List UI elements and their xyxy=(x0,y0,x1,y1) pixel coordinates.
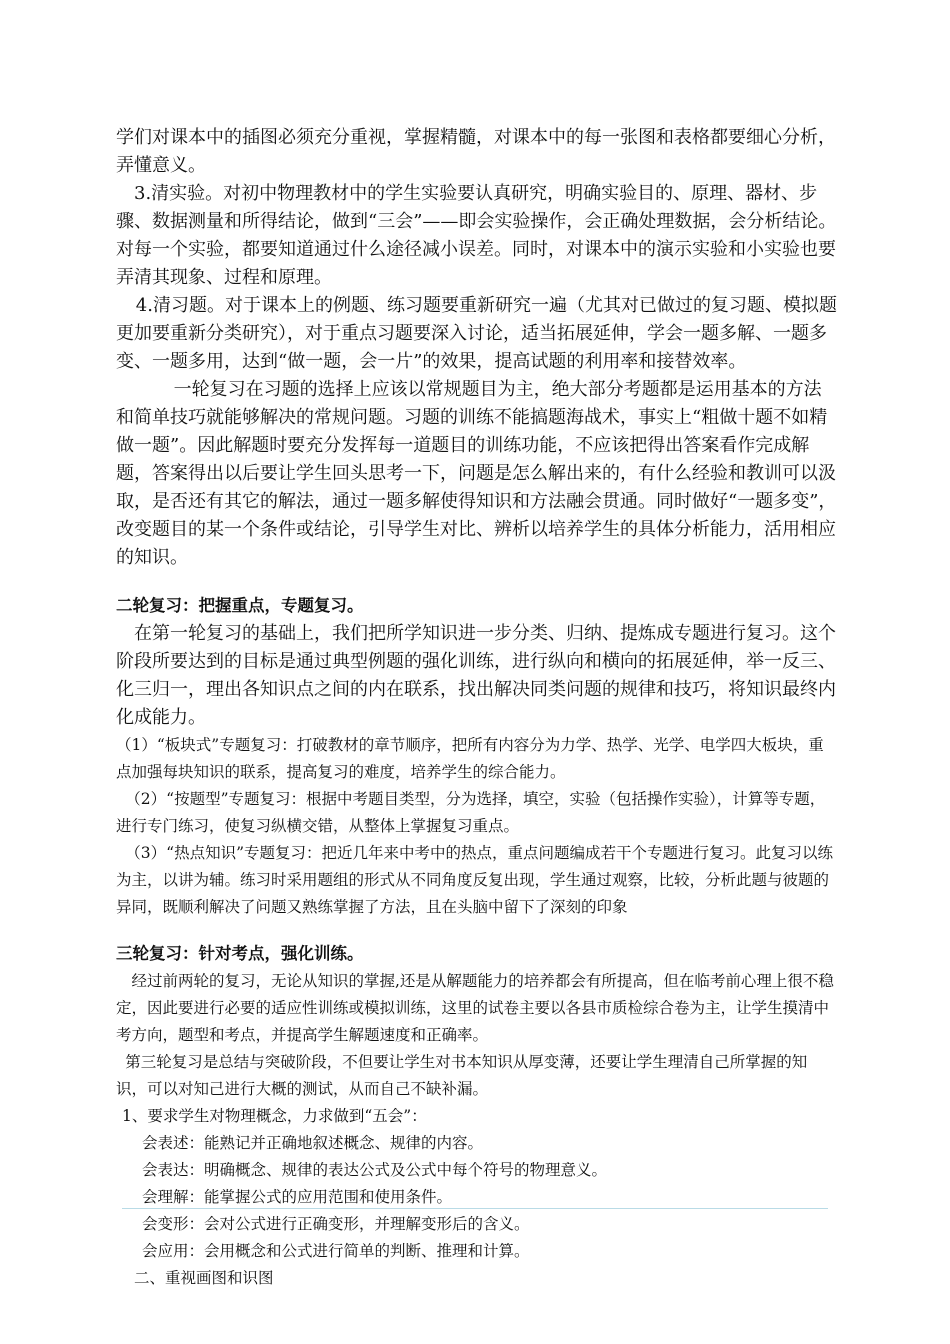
document-body xyxy=(116,124,838,1292)
list-item: 会变形：会对公式进行正确变形，并理解变形后的含义。 xyxy=(142,1215,530,1233)
paragraph-round-three-intro: 经过前两轮的复习，无论从知识的掌握,还是从解题能力的培养都会有所提高，但在临考前心理上很不稳定，因此要进行必要的适应性训练或模拟训练，这里的试卷主要以各县市质检综合卷为主，让学生摸清中考方向，题型和考点，并提高学生解题速度和正确率。 xyxy=(116,972,834,1044)
list-item: 会表述：能熟记并正确地叙述概念、规律的内容。 xyxy=(142,1134,484,1152)
paragraph-practice: 一轮复习在习题的选择上应该以常规题目为主，绝大部分考题都是运用基本的方法和简单技巧就能够解决的常规问题。习题的训练不能搞题海战术，事实上“粗做十题不如精做一题”。因此解题时要充分发挥每一道题目的训练功能，不应该把得出答案看作完成解题，答案得出以后要让学生回头思考一下，问题是怎么解出来的，有什么经验和教训可以汲取，是否还有其它的解法，通过一题多解使得知识和方法融会贯通。同时做好“一题多变”，改变题目的某一个条件或结论，引导学生对比、辨析以培养学生的具体分析能力，活用相应的知识。 xyxy=(116,379,837,568)
heading-round-two: 二轮复习：把握重点，专题复习。 xyxy=(116,596,364,615)
paragraph-round-two-intro: 在第一轮复习的基础上，我们把所学知识进一步分类、归纳、提炼成专题进行复习。这个阶段所要达到的目标是通过典型例题的强化训练，进行纵向和横向的拓展延伸，举一反三、化三归一，理出各知识点之间的内在联系，找出解决同类问题的规律和技巧，将知识最终内化成能力。 xyxy=(116,623,836,728)
list-item-block-review: （1）“板块式”专题复习：打破教材的章节顺序，把所有内容分为力学、热学、光学、电学四大板块，重点加强每块知识的联系，提高复习的难度，培养学生的综合能力。 xyxy=(116,736,824,781)
footer-divider xyxy=(122,1208,828,1209)
paragraph-illustrations: 学们对课本中的插图必须充分重视，掌握精髓，对课本中的每一张图和表格都要细心分析，弄懂意义。 xyxy=(116,127,836,176)
list-item: 会理解：能掌握公式的应用范围和使用条件。 xyxy=(142,1188,453,1206)
list-item: 会应用：会用概念和公式进行简单的判断、推理和计算。 xyxy=(142,1242,530,1260)
five-skills-list xyxy=(116,1103,838,1292)
paragraph-experiments: 3.清实验。对初中物理教材中的学生实验要认真研究，明确实验目的、原理、器材、步骤、数据测量和所得结论，做到“三会”——即会实验操作，会正确处理数据，会分析结论。对每一个实验，都要知道通过什么途径减小误差。同时，对课本中的演示实验和小实验也要弄清其现象、过程和原理。 xyxy=(116,183,837,288)
heading-round-three: 三轮复习：针对考点，强化训练。 xyxy=(116,944,364,963)
paragraph-round-three-summary: 第三轮复习是总结与突破阶段，不但要让学生对书本知识从厚变薄，还要让学生理清自己所掌握的知识，可以对知己进行大概的测试，从而自己不缺补漏。 xyxy=(116,1053,808,1098)
list-item-hotspot-review: （3）“热点知识”专题复习：把近几年来中考中的热点，重点问题编成若干个专题进行复习。此复习以练为主，以讲为辅。练习时采用题组的形式从不同角度反复出现，学生通过观察，比较，分析此题与彼题的异同，既顺利解决了问题又熟练掌握了方法，且在头脑中留下了深刻的印象 xyxy=(116,844,834,916)
list-item: 会表达：明确概念、规律的表达公式及公式中每个符号的物理意义。 xyxy=(142,1161,608,1179)
list-title-drawing: 二、重视画图和识图 xyxy=(134,1269,274,1287)
list-item-question-type-review: （2）“按题型”专题复习：根据中考题目类型，分为选择，填空，实验（包括操作实验），计算等专题，进行专门练习，使复习纵横交错，从整体上掌握复习重点。 xyxy=(116,790,826,835)
paragraph-exercises: 4.清习题。对于课本上的例题、练习题要重新研究一遍（尤其对已做过的复习题、模拟题更加要重新分类研究），对于重点习题要深入讨论，适当拓展延伸，学会一题多解、一题多变、一题多用，达到“做一题，会一片”的效果，提高试题的利用率和接替效率。 xyxy=(116,295,837,372)
list-title-five-skills: 1、要求学生对物理概念，力求做到“五会”： xyxy=(122,1107,427,1125)
